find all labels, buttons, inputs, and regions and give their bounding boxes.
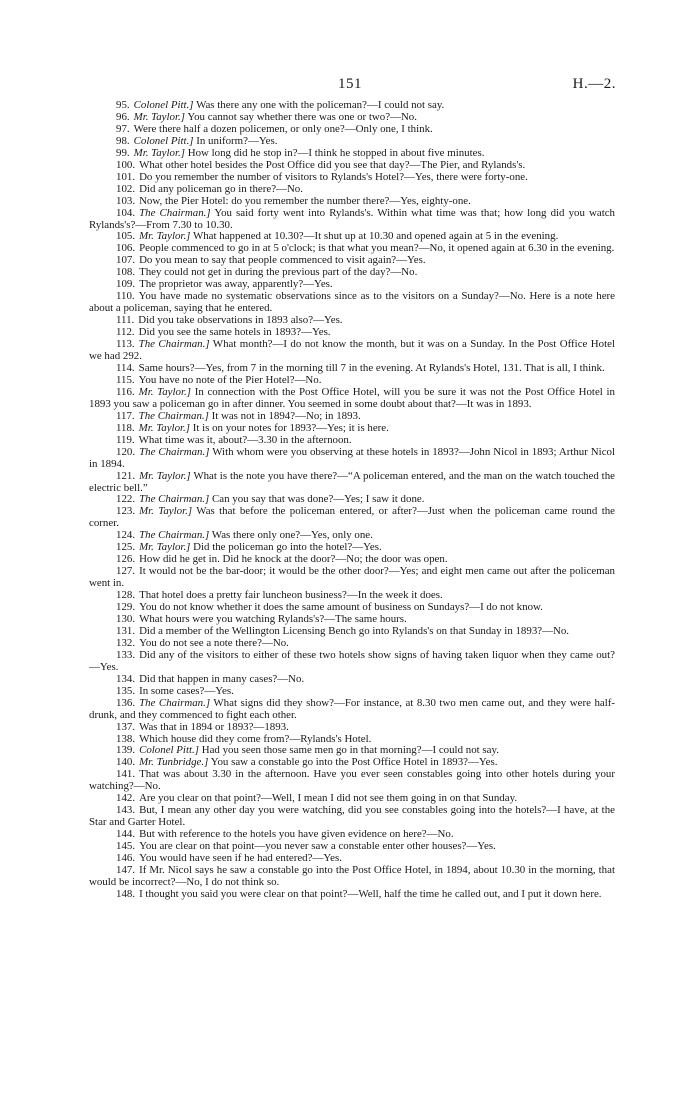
evidence-transcript	[89, 100, 615, 901]
question-number: 107.	[116, 254, 136, 267]
question-answer-text: Did any policeman go in there?—No.	[139, 182, 303, 195]
question-answer-text: That hotel does a pretty fair luncheon business?—In the week it does.	[139, 589, 443, 602]
speaker-name: Mr. Taylor.]	[139, 230, 191, 243]
evidence-paragraph	[89, 889, 615, 901]
question-answer-text: Had you seen those same men go in that morning?—I could not say.	[201, 744, 499, 757]
question-answer-text: What hours were you watching Rylands's?—The same hours.	[139, 612, 407, 625]
question-answer-text: How long did he stop in?—I think he stopped in about five minutes.	[187, 146, 485, 159]
document-reference: H.—2.	[572, 76, 616, 92]
question-answer-text: I thought you said you were clear on that point?—Well, half the time he called out, and I put it down here.	[139, 887, 602, 900]
question-number: 128.	[116, 589, 136, 602]
evidence-paragraph	[89, 339, 615, 363]
question-number: 106.	[116, 242, 136, 255]
question-number: 136.	[116, 696, 136, 709]
question-number: 133.	[116, 648, 136, 661]
speaker-name: The Chairman.]	[139, 696, 211, 709]
question-answer-text: Was that before the policeman entered, or after?—Just when the policeman came round the corner.	[89, 505, 615, 530]
speaker-name: The Chairman.]	[138, 338, 210, 351]
question-number: 109.	[116, 278, 136, 291]
question-number: 127.	[116, 565, 136, 578]
question-number: 118.	[116, 421, 135, 434]
question-answer-text: That was about 3.30 in the afternoon. Have you ever seen constables going into other hotels during your watching?—No.	[89, 768, 615, 793]
question-answer-text: You would have seen if he had entered?—Yes.	[139, 852, 342, 865]
question-answer-text: The proprietor was away, apparently?—Yes.	[139, 278, 333, 291]
page-number: 151	[338, 76, 362, 92]
question-answer-text: You do not know whether it does the same amount of business on Sundays?—I do not know.	[139, 601, 543, 614]
question-answer-text: They could not get in during the previous part of the day?—No.	[139, 266, 418, 279]
question-number: 99.	[116, 146, 130, 159]
question-answer-text: You have no note of the Pier Hotel?—No.	[138, 373, 322, 386]
question-number: 125.	[116, 541, 136, 554]
question-answer-text: You saw a constable go into the Post Office Hotel in 1893?—Yes.	[210, 756, 498, 769]
question-answer-text: What month?—I do not know the month, but it was on a Sunday. In the Post Office Hotel we had 292.	[89, 338, 615, 363]
question-answer-text: People commenced to go in at 5 o'clock; is that what you mean?—No, it opened again at 6.30 in the evening.	[139, 242, 615, 255]
question-answer-text: Was there any one with the policeman?—I could not say.	[196, 99, 445, 111]
question-number: 130.	[116, 612, 136, 625]
question-answer-text: With whom were you observing at these hotels in 1893?—John Nicol in 1893; Arthur Nicol in 1894.	[89, 445, 615, 470]
question-number: 117.	[116, 409, 135, 422]
question-number: 112.	[116, 326, 135, 339]
evidence-paragraph	[89, 698, 615, 722]
speaker-name: The Chairman.]	[139, 206, 211, 219]
question-answer-text: What time was it, about?—3.30 in the afternoon.	[138, 433, 352, 446]
question-number: 101.	[116, 170, 136, 183]
question-number: 95.	[116, 99, 130, 111]
question-answer-text: It was not in 1894?—No; in 1893.	[211, 409, 361, 422]
question-answer-text: In uniform?—Yes.	[196, 134, 278, 147]
speaker-name: Mr. Taylor.]	[138, 385, 191, 398]
question-answer-text: Was that in 1894 or 1893?—1893.	[139, 720, 289, 733]
question-answer-text: What happened at 10.30?—It shut up at 10.30 and opened again at 5 in the evening.	[192, 230, 559, 243]
speaker-name: Colonel Pitt.]	[133, 99, 194, 111]
question-number: 111.	[116, 314, 135, 327]
question-number: 126.	[116, 553, 136, 566]
speaker-name: Mr. Tunbridge.]	[139, 756, 209, 769]
question-answer-text: In some cases?—Yes.	[139, 684, 234, 697]
question-number: 147.	[116, 864, 136, 876]
question-number: 144.	[116, 828, 136, 841]
question-number: 105.	[116, 230, 136, 243]
speaker-name: Colonel Pitt.]	[133, 134, 194, 147]
evidence-paragraph	[89, 471, 615, 495]
question-number: 102.	[116, 182, 136, 195]
question-answer-text: Which house did they come from?—Rylands's Hotel.	[139, 732, 372, 745]
question-number: 139.	[116, 744, 136, 757]
question-number: 145.	[116, 840, 136, 853]
question-answer-text: If Mr. Nicol says he saw a constable go into the Post Office Hotel, in 1894, about 10.30 in the morning, that would be incorrect?—No, I do not think so.	[89, 864, 615, 888]
question-number: 115.	[116, 373, 135, 386]
question-number: 146.	[116, 852, 136, 865]
speaker-name: The Chairman.]	[139, 493, 210, 506]
speaker-name: The Chairman.]	[139, 529, 210, 542]
question-answer-text: You do not see a note there?—No.	[139, 636, 289, 649]
speaker-name: Mr. Taylor.]	[139, 541, 191, 554]
question-answer-text: But, I mean any other day you were watching, did you see constables going into the hotels?—I have, at the Star and Garter Hotel.	[89, 804, 615, 829]
question-number: 100.	[116, 158, 136, 171]
question-answer-text: Are you clear on that point?—Well, I mean I did not see them going in on that Sunday.	[139, 792, 518, 805]
speaker-name: Mr. Taylor.]	[138, 421, 191, 434]
question-number: 108.	[116, 266, 136, 279]
evidence-paragraph	[89, 769, 615, 793]
question-answer-text: What is the note you have there?—“A policeman entered, and the man on the watch touched the electric bell.”	[89, 469, 615, 494]
question-answer-text: You cannot say whether there was one or two?—No.	[187, 110, 417, 123]
question-answer-text: How did he get in. Did he knock at the door?—No; the door was open.	[139, 553, 448, 566]
question-answer-text: Did the policeman go into the hotel?—Yes.	[193, 541, 382, 554]
question-answer-text: It is on your notes for 1893?—Yes; it is here.	[192, 421, 389, 434]
speaker-name: The Chairman.]	[138, 409, 209, 422]
question-number: 103.	[116, 194, 136, 207]
question-number: 104.	[116, 206, 136, 219]
question-answer-text: Did any of the visitors to either of these two hotels show signs of having taken liquor when they came out?—Yes.	[89, 648, 615, 673]
question-number: 97.	[116, 122, 130, 135]
evidence-paragraph	[89, 650, 615, 674]
question-number: 96.	[116, 110, 130, 123]
speaker-name: Mr. Taylor.]	[139, 469, 191, 482]
question-number: 122.	[116, 493, 136, 506]
evidence-paragraph	[89, 447, 615, 471]
question-number: 135.	[116, 684, 136, 697]
speaker-name: The Chairman.]	[139, 445, 210, 458]
question-answer-text: Same hours?—Yes, from 7 in the morning till 7 in the evening. At Rylands's Hotel, 131. That is all, I think.	[138, 361, 605, 374]
question-answer-text: In connection with the Post Office Hotel, will you be sure it was not the Post Office Hotel in 1893 you saw a policeman go in after dinner. You seemed in some doubt about that?—It was in 1893.	[89, 385, 615, 410]
question-answer-text: Do you remember the number of visitors to Rylands's Hotel?—Yes, there were forty-one.	[139, 170, 528, 183]
speaker-name: Colonel Pitt.]	[139, 744, 199, 757]
question-number: 140.	[116, 756, 136, 769]
speaker-name: Mr. Taylor.]	[139, 505, 193, 518]
question-number: 116.	[116, 385, 135, 398]
question-number: 123.	[116, 505, 136, 518]
question-answer-text: Can you say that was done?—Yes; I saw it done.	[212, 493, 425, 506]
question-answer-text: But with reference to the hotels you have given evidence on here?—No.	[139, 828, 454, 841]
question-number: 98.	[116, 134, 130, 147]
question-answer-text: Were there half a dozen policemen, or only one?—Only one, I think.	[133, 122, 433, 135]
evidence-paragraph	[89, 805, 615, 829]
question-answer-text: Do you mean to say that people commenced to visit again?—Yes.	[139, 254, 426, 267]
question-answer-text: Was there only one?—Yes, only one.	[211, 529, 373, 542]
question-answer-text: You are clear on that point—you never saw a constable enter other houses?—Yes.	[139, 840, 496, 853]
question-answer-text: What other hotel besides the Post Office did you see that day?—The Pier, and Rylands's.	[139, 158, 526, 171]
question-number: 137.	[116, 720, 136, 733]
question-answer-text: Did a member of the Wellington Licensing Bench go into Rylands's on that Sunday in 1893?—No.	[139, 624, 570, 637]
question-answer-text: Now, the Pier Hotel: do you remember the number there?—Yes, eighty-one.	[139, 194, 471, 207]
evidence-paragraph	[89, 506, 615, 530]
question-answer-text: It would not be the bar-door; it would be the other door?—Yes; and eight men came out after the policeman went in.	[89, 565, 615, 590]
question-number: 141.	[116, 768, 136, 781]
question-answer-text: Did you see the same hotels in 1893?—Yes.	[138, 326, 331, 339]
question-number: 110.	[116, 290, 135, 303]
question-answer-text: You said forty went into Rylands's. Within what time was that; how long did you watch Rylands's?—From 7.30 to 10.30.	[89, 206, 615, 231]
question-number: 143.	[116, 804, 136, 817]
question-number: 113.	[116, 338, 135, 351]
evidence-paragraph	[89, 387, 615, 411]
question-number: 124.	[116, 529, 136, 542]
evidence-paragraph	[89, 566, 615, 590]
question-answer-text: Did you take observations in 1893 also?—Yes.	[138, 314, 343, 327]
question-answer-text: What signs did they show?—For instance, at 8.30 two men came out, and they were half-drunk, and they commenced to fight each other.	[89, 696, 615, 721]
question-number: 114.	[116, 361, 135, 374]
question-number: 134.	[116, 672, 136, 685]
question-answer-text: You have made no systematic observations since as to the visitors on a Sunday?—No. Here is a note here about a policeman, saying that he entered.	[89, 290, 615, 315]
speaker-name: Mr. Taylor.]	[133, 146, 185, 159]
question-number: 120.	[116, 445, 136, 458]
evidence-paragraph	[89, 291, 615, 315]
question-number: 138.	[116, 732, 136, 745]
question-number: 132.	[116, 636, 136, 649]
question-number: 121.	[116, 469, 136, 482]
question-number: 131.	[116, 624, 136, 637]
evidence-paragraph	[89, 208, 615, 232]
question-number: 119.	[116, 433, 135, 446]
speaker-name: Mr. Taylor.]	[133, 110, 185, 123]
question-number: 129.	[116, 601, 136, 614]
question-number: 142.	[116, 792, 136, 805]
question-number: 148.	[116, 887, 136, 900]
evidence-paragraph	[89, 865, 615, 889]
question-answer-text: Did that happen in many cases?—No.	[139, 672, 305, 685]
